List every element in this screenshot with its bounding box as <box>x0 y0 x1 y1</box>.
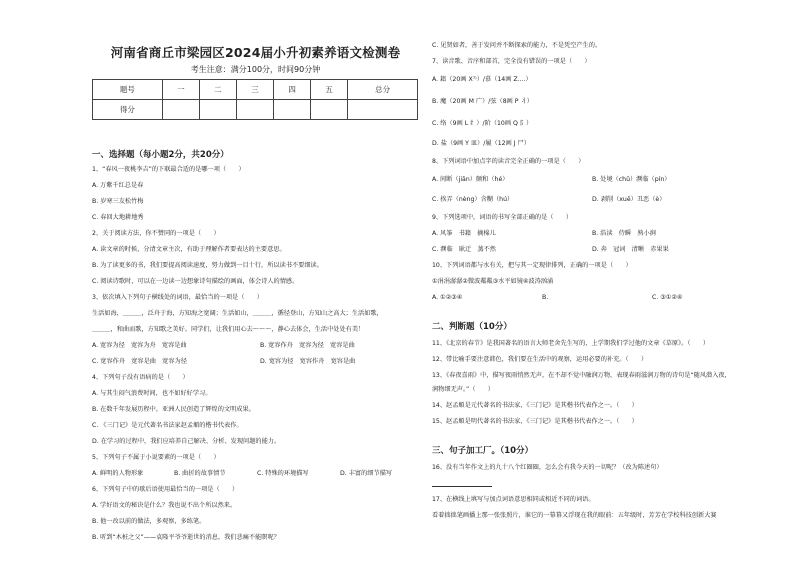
q7-option-a: A. 籍（20画 X⁷⁾）/慕（14画 Z....） <box>432 76 532 83</box>
q2-option-b: B. 为了读更多的书，我们要提高阅读速度，努力做到一目十行，所以读书不要细读。 <box>92 262 323 269</box>
q7-option-b: B. 魔（20画 M 广）/弦（8画 P 丬） <box>432 98 533 105</box>
q7-option-d: D. 盐（9画 Y 皿）/履（12画 J 尸） <box>432 140 530 147</box>
score-cell[interactable] <box>162 100 199 120</box>
score-header-row <box>93 80 418 100</box>
score-cell[interactable] <box>236 100 273 120</box>
q4-option-b: B. 在数千年发展历程中，亚洲人民创造了辉煌的文明成果。 <box>92 406 255 413</box>
score-table <box>92 79 418 120</box>
question-2: 2、关于阅读方法，你不赞同的一项是（ ） <box>92 230 220 237</box>
q8-option-b: B. 处境（chǔ）濒临（pín） <box>592 176 671 183</box>
q10-option-c: C. ③①②④ <box>652 294 683 301</box>
score-header-cell: 题号 <box>93 80 163 100</box>
q17-passage: 看着拙拙笔画播上那一张张照片，谁它的一幕幕又浮现在我的眼前：五年级时，芳芳在学校科技创新大赛 <box>432 512 717 519</box>
q8-option-c: C. 挨弄（nèng）含糊（hú） <box>432 196 514 203</box>
q10-option-b: B. <box>542 294 549 301</box>
score-header-cell: 三 <box>236 80 273 100</box>
exam-note: 考生注意：满分100分，时间90分钟 <box>190 65 321 74</box>
q4-option-a: A. 与其生闷气浪费时间，也不如好好学习。 <box>92 390 212 397</box>
section-2-heading: 二、判断题（10分） <box>432 322 512 332</box>
score-header-cell: 五 <box>311 80 348 100</box>
question-14: 14、赵孟頫是元代著名的书法家，《三门记》是其楷书代表作之一。（ ） <box>432 402 638 409</box>
q2-option-a: A. 读文章的时候，分清文章主次，有助于理解作者要表达的主要意思。 <box>92 246 286 253</box>
q3-option-a: A. 宽容为径 宽容为舟 宽容是曲 <box>92 342 187 349</box>
question-13-continued: 润物细无声。”（ ） <box>432 386 494 393</box>
q8-option-d: D. 剥削（xuē）丑恶（è） <box>592 196 666 203</box>
score-header-cell: 二 <box>199 80 236 100</box>
q9-option-b: B. 浩渎 侍瞬 熟小涧 <box>592 230 656 237</box>
q9-option-c: C. 濒临 耿迁 蒸不然 <box>432 246 496 253</box>
q10-option-a: A. ①②③④ <box>432 294 463 301</box>
score-header-cell: 四 <box>274 80 311 100</box>
q3-option-b: B. 宽容作舟 宽容为径 宽容是曲 <box>260 342 355 349</box>
score-cell[interactable] <box>348 100 418 120</box>
q4-option-d: D. 在学习的过程中，我们应培养自己解决、分析、发现问题的能力。 <box>92 438 281 445</box>
question-7: 7、读音歌、音序和部首，完全没有错误的一项是（ ） <box>432 58 591 65</box>
q3-passage-line-1: 生活如海，＿＿＿，泛舟于海，方知海之宽阔；生活如山，＿＿＿，循径登山，方知山之高大；生活如歌， <box>92 310 383 317</box>
exam-title: 河南省商丘市梁园区2024届小升初素养语文检测卷 <box>110 45 401 60</box>
q6-option-b: B. 他一改以前的做法，多观察，多练笔。 <box>92 518 206 525</box>
q6-option-c-continued: C. 见贤如者，善于发问并不断探索的能力，不是凭空产生的。 <box>432 42 602 49</box>
score-header-cell: 一 <box>162 80 199 100</box>
q3-option-d: D. 宽容为径 宽容作舟 宽容是曲 <box>260 358 356 365</box>
score-cell[interactable] <box>274 100 311 120</box>
q1-option-b: B. 岁寒三友松竹梅 <box>92 198 144 205</box>
q10-items: ①涓涓潺潺②微波粼粼③水平如镜④波涛汹涌 <box>432 278 554 285</box>
q5-option-a: A. 鲜明的人物形象 <box>92 470 144 477</box>
question-16: 16、没有当年作文上的九十八个红圈圈，怎么会有我今天的一切呢？（改为陈述句） <box>432 464 663 471</box>
q16-answer-line[interactable] <box>432 480 492 490</box>
q9-option-d: D. 奔 冠词 清晰 赤果果 <box>592 246 669 253</box>
q9-option-a: A. 风筝 书籍 摘棉儿 <box>432 230 496 237</box>
score-row-label: 得分 <box>93 100 163 120</box>
score-cell[interactable] <box>311 100 348 120</box>
question-5: 5、下列句子不属于小说要素的一项是（ ） <box>92 454 220 461</box>
question-12: 12、带比喻手要注意韩色，我们要在生活中的观察，运用必要的补充。（ ） <box>432 356 648 363</box>
q4-option-c: C. 《三门记》是元代著名书法家赵孟頫的楷书代表作。 <box>92 422 243 429</box>
question-6: 6、下列句子中的歇后语使用最恰当的一项是（ ） <box>92 486 239 493</box>
q5-option-b: B. 曲折的故事情节 <box>174 470 226 477</box>
score-header-cell: 总分 <box>348 80 418 100</box>
question-3: 3、依次填入下列句子横线处的词语，最恰当的一项是（ ） <box>92 294 263 301</box>
question-11: 11、《北京的春节》是我国著名的语言大师老舍先生写的，上学期我们学过他的文章《草原》。（ ） <box>432 340 710 347</box>
q3-passage-line-2: ＿＿＿，和曲而歌，方知歌之美好。同学们，让我们用心去～～～，静心去体会，生活中处处有美！ <box>92 326 365 333</box>
section-3-heading: 三、句子加工厂。（10分） <box>432 446 534 456</box>
q3-option-c: C. 宽容作舟 宽容是曲 宽容为径 <box>92 358 187 365</box>
q8-option-a: A. 间断（jiān）颇和（hé） <box>432 176 509 183</box>
q6-option-a: A. 学好语文的秘诀是什么？我也说不出个所以然来。 <box>92 502 237 509</box>
score-value-row <box>93 100 418 120</box>
score-cell[interactable] <box>199 100 236 120</box>
q6-option-c: B. 听到“木桩之父”——袁隆平爷爷逝世的消息，我们悲痛不能瞑呢？ <box>92 534 280 541</box>
q5-option-c: C. 特殊的环境描写 <box>257 470 309 477</box>
q1-option-a: A. 万紫千红总是春 <box>92 182 144 189</box>
q1-option-c: C. 春回大地耕地秀 <box>92 214 144 221</box>
question-1: 1、“春风一夜桃李吉”的下联最合适的是哪一项（ ） <box>92 166 245 173</box>
question-8: 8、下列词语中加点字的读音完全正确的一项是（ ） <box>432 158 585 165</box>
question-10: 10、下列词语都与水有关，把与其一定现律排列，正确的一项是（ ） <box>432 262 632 269</box>
question-15: 15、赵孟頫是明代著名的书法家，《三门记》是其楷书代表作之一。（ ） <box>432 418 638 425</box>
q7-option-c: C. 络（9画 L 纟）/阶（10画 Q 阝） <box>432 120 533 127</box>
section-1-heading: 一、选择题（每小题2分，共20分） <box>92 150 229 160</box>
question-9: 9、下列选项中，词语的书写全部正确的是（ ） <box>432 214 573 221</box>
q2-option-c: C. 阅读诗歌时，可以在一边读一边想象诗句描绘的画面，体会诗人的情感。 <box>92 278 299 285</box>
question-13: 13、《春夜喜雨》中，描写夜雨悄然无声，在不却不觉中融润万物，表现春雨滋润万物的诗句是“随风潜入夜， <box>432 372 731 379</box>
question-17: 17、在横线上填写与加点词语意思相同或相近不同的词语。 <box>432 496 595 503</box>
question-4: 4、下列句子没有语病的是（ ） <box>92 374 189 381</box>
q5-option-d: D. 丰富的细节描写 <box>340 470 393 477</box>
